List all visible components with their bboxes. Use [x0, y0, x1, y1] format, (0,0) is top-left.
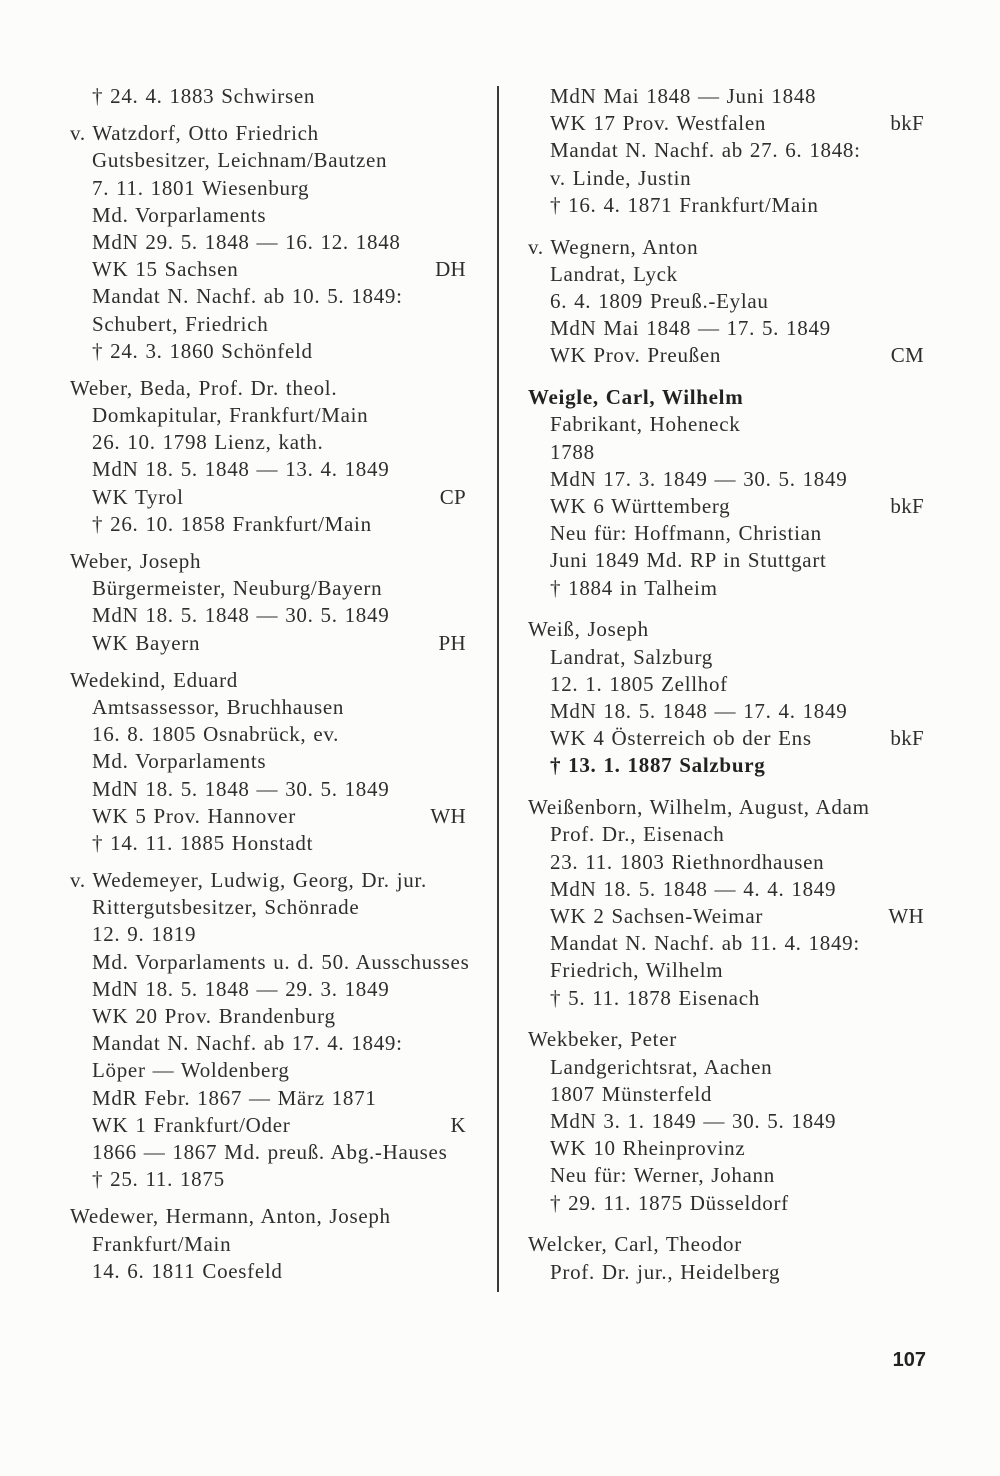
entry-wedemeyer — [70, 867, 470, 1193]
entry-detail-line: Prof. Dr., Eisenach — [550, 822, 725, 847]
entry-wekbeker — [528, 1026, 924, 1216]
entry-detail-line: 7. 11. 1801 Wiesenburg — [92, 175, 310, 200]
entry-detail-line: MdN 18. 5. 1848 — 17. 4. 1849 — [550, 699, 848, 723]
entry-weiss — [528, 616, 924, 779]
entry-detail-line: 26. 10. 1798 Lienz, kath. — [92, 430, 324, 455]
entry-detail-line: 1866 — 1867 Md. preuß. Abg.-Hauses — [92, 1139, 448, 1164]
entry-detail-line: Neu für: Hoffmann, Christian — [550, 521, 822, 546]
left-column — [70, 83, 470, 1285]
entry-name: v. Watzdorf, Otto Friedrich — [70, 121, 319, 146]
entry-detail-line: MdN 18. 5. 1848 — 30. 5. 1849 — [92, 603, 390, 628]
faction-code: CM — [890, 343, 924, 368]
entry-detail-line: † 5. 11. 1878 Eisenach — [550, 985, 760, 1010]
entry-detail-line: Friedrich, Wilhelm — [550, 958, 724, 983]
entry-detail-line: † 13. 1. 1887 Salzburg — [550, 753, 766, 778]
entry-detail-line: † 16. 4. 1871 Frankfurt/Main — [550, 192, 819, 217]
entry-name: Wedewer, Hermann, Anton, Joseph — [70, 1204, 391, 1229]
constituency-text: WK Prov. Preußen — [550, 343, 722, 368]
entry-weissenborn — [528, 794, 924, 1012]
constituency-text: WK Bayern — [92, 630, 201, 655]
entry-detail-line: Frankfurt/Main — [92, 1231, 232, 1256]
constituency-text: WK Tyrol — [92, 484, 184, 509]
entry-detail-line: Juni 1849 Md. RP in Stuttgart — [550, 548, 827, 573]
column-divider — [497, 86, 499, 1292]
faction-code: WH — [430, 803, 466, 828]
entry-detail-line: † 29. 11. 1875 Düsseldorf — [550, 1190, 789, 1215]
entry-detail-line: Schubert, Friedrich — [92, 311, 269, 336]
entry-name: Weiß, Joseph — [528, 617, 649, 642]
entry-detail-line: 12. 9. 1819 — [92, 922, 197, 947]
entry-name: v. Wegnern, Anton — [528, 234, 699, 259]
entry-detail-line: v. Linde, Justin — [550, 165, 692, 190]
entry-name: Weigle, Carl, Wilhelm — [528, 385, 744, 410]
entry-name: Weber, Beda, Prof. Dr. theol. — [70, 375, 338, 400]
entry-detail-line: MdN 3. 1. 1849 — 30. 5. 1849 — [550, 1109, 837, 1133]
entry-continued — [528, 83, 924, 219]
entry-detail-line: MdN 17. 3. 1849 — 30. 5. 1849 — [550, 466, 848, 491]
constituency-line — [70, 1112, 466, 1139]
entry-detail-line: Md. Vorparlaments — [92, 202, 267, 227]
faction-code: CP — [439, 484, 466, 509]
constituency-text: WK 17 Prov. Westfalen — [550, 111, 767, 136]
entry-detail-line: MdN 18. 5. 1848 — 4. 4. 1849 — [550, 876, 837, 901]
faction-code: bkF — [890, 494, 924, 518]
entry-detail-line: MdN 18. 5. 1848 — 29. 3. 1849 — [92, 976, 390, 1001]
entry-wedewer — [70, 1203, 466, 1285]
constituency-line — [528, 903, 924, 930]
entry-name: Weber, Joseph — [70, 549, 202, 573]
entry-wegnern — [528, 234, 924, 370]
entry-detail-line: 14. 6. 1811 Coesfeld — [92, 1258, 283, 1283]
entry-detail-line: Rittergutsbesitzer, Schönrade — [92, 895, 360, 920]
entry-detail-line: 1807 Münsterfeld — [550, 1081, 713, 1106]
entry-watzdorf — [70, 120, 466, 365]
entry-detail-line: MdN 18. 5. 1848 — 13. 4. 1849 — [92, 457, 390, 482]
entry-name: Welcker, Carl, Theodor — [528, 1232, 742, 1257]
entry-name: v. Wedemeyer, Ludwig, Georg, Dr. jur. — [70, 868, 427, 893]
entry-detail-line: Bürgermeister, Neuburg/Bayern — [92, 576, 383, 601]
entry-detail-line: † 1884 in Talheim — [550, 575, 718, 600]
entry-welcker — [528, 1231, 924, 1285]
constituency-text: WK 4 Österreich ob der Ens — [550, 726, 812, 751]
entry-detail-line: WK 20 Prov. Brandenburg — [92, 1004, 336, 1028]
entry-detail-line: Landrat, Lyck — [550, 261, 678, 286]
entry-detail-line: Mandat N. Nachf. ab 10. 5. 1849: — [92, 284, 403, 309]
entry-detail-line: Fabrikant, Hoheneck — [550, 412, 741, 437]
constituency-line — [70, 803, 466, 830]
entry-weigle — [528, 384, 924, 602]
faction-code: PH — [438, 630, 466, 655]
entry-detail-line: Md. Vorparlaments u. d. 50. Ausschusses — [92, 949, 470, 974]
entry-detail-line: Landrat, Salzburg — [550, 644, 713, 669]
entry-detail-line: 23. 11. 1803 Riethnordhausen — [550, 849, 825, 874]
entry-detail-line: Landgerichtsrat, Aachen — [550, 1054, 773, 1079]
entry-weber-beda — [70, 375, 466, 538]
entry-detail-line: Mandat N. Nachf. ab 11. 4. 1849: — [550, 931, 860, 956]
constituency-line — [70, 256, 466, 283]
constituency-line — [528, 342, 924, 369]
entry-detail-line: 12. 1. 1805 Zellhof — [550, 671, 728, 696]
entry-detail-line: † 26. 10. 1858 Frankfurt/Main — [92, 511, 372, 536]
entry-detail-line: 1788 — [550, 439, 595, 464]
faction-code: DH — [435, 257, 466, 282]
constituency-line — [528, 110, 924, 137]
entry-detail-line: Prof. Dr. jur., Heidelberg — [550, 1259, 781, 1284]
entry-name: Wedekind, Eduard — [70, 667, 238, 692]
entry-detail-line: Mandat N. Nachf. ab 27. 6. 1848: — [550, 138, 861, 163]
entry-detail-line: Domkapitular, Frankfurt/Main — [92, 403, 369, 428]
constituency-text: WK 2 Sachsen-Weimar — [550, 904, 764, 928]
entry-detail-line: Mandat N. Nachf. ab 17. 4. 1849: — [92, 1031, 403, 1056]
entry-detail-line: 6. 4. 1809 Preuß.-Eylau — [550, 289, 769, 313]
entry-name: Wekbeker, Peter — [528, 1027, 677, 1052]
page-number: 107 — [892, 1349, 926, 1371]
faction-code: K — [450, 1112, 466, 1137]
constituency-line — [70, 630, 466, 657]
faction-code: bkF — [890, 111, 924, 136]
faction-code: WH — [888, 904, 924, 928]
entry-detail-line: Löper — Woldenberg — [92, 1058, 290, 1083]
constituency-text: WK 5 Prov. Hannover — [92, 803, 296, 828]
entry-name: Weißenborn, Wilhelm, August, Adam — [528, 795, 870, 820]
right-column — [528, 83, 924, 1286]
constituency-text: WK 6 Württemberg — [550, 494, 731, 518]
entry-detail-line: WK 10 Rheinprovinz — [550, 1136, 746, 1161]
entry-detail-line: MdR Febr. 1867 — März 1871 — [92, 1085, 377, 1110]
constituency-line — [528, 725, 924, 752]
entry-detail-line: Amtsassessor, Bruchhausen — [92, 694, 345, 719]
faction-code: bkF — [890, 726, 924, 751]
constituency-line — [528, 493, 924, 520]
entry-weber-joseph — [70, 548, 466, 657]
constituency-text: WK 1 Frankfurt/Oder — [92, 1112, 291, 1137]
entry-detail-line: Gutsbesitzer, Leichnam/Bautzen — [92, 148, 388, 173]
entry-detail-line: MdN 18. 5. 1848 — 30. 5. 1849 — [92, 776, 390, 801]
entry-detail-line: † 25. 11. 1875 — [92, 1167, 225, 1192]
constituency-line — [70, 484, 466, 511]
entry-detail-line: MdN Mai 1848 — Juni 1848 — [550, 84, 817, 108]
entry-detail-line: MdN Mai 1848 — 17. 5. 1849 — [550, 316, 831, 341]
entry-detail-line: 16. 8. 1805 Osnabrück, ev. — [92, 722, 340, 747]
entry-detail-line: MdN 29. 5. 1848 — 16. 12. 1848 — [92, 229, 401, 254]
entry-detail-line: † 24. 4. 1883 Schwirsen — [92, 84, 316, 108]
entry-detail-line: Neu für: Werner, Johann — [550, 1163, 775, 1188]
entry-detail-line: † 14. 11. 1885 Honstadt — [92, 830, 314, 855]
entry-wedekind — [70, 667, 466, 857]
constituency-text: WK 15 Sachsen — [92, 257, 239, 282]
entry-detail-line: † 24. 3. 1860 Schönfeld — [92, 338, 313, 363]
entry-continued — [70, 83, 466, 110]
entry-detail-line: Md. Vorparlaments — [92, 749, 267, 774]
